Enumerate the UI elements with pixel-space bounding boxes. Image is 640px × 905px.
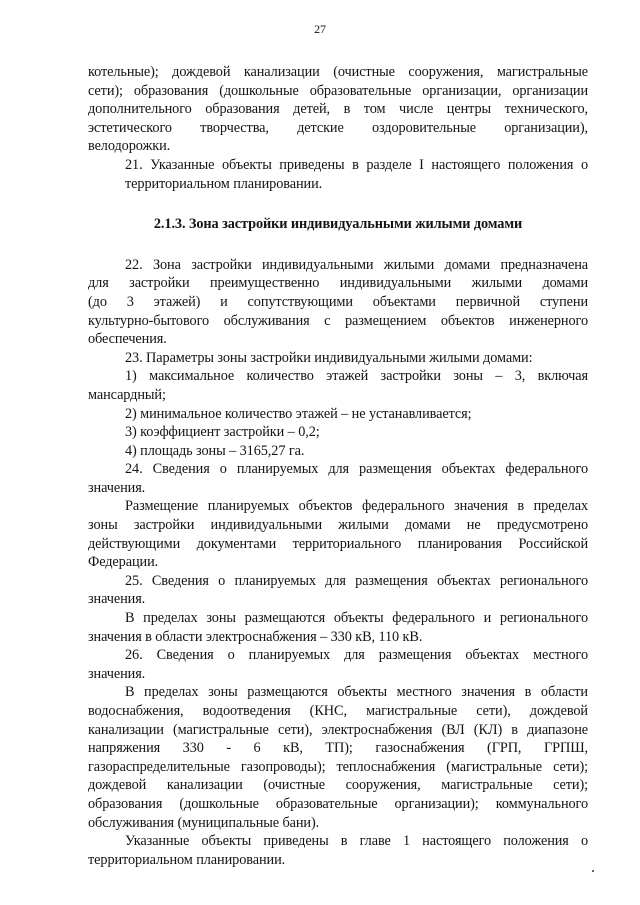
text-line: (до 3 этажей) и сопутствующими объектами первичной ступени	[88, 293, 588, 310]
text-line: дождевой канализации (очистные сооружения, магистральные сети);	[88, 777, 588, 794]
text-line: значения.	[88, 591, 146, 608]
paragraph-23-item-1	[88, 367, 588, 404]
text-line: 4) площадь зоны – 3165,27 га.	[125, 442, 305, 459]
paragraph-22	[88, 256, 588, 349]
text-line: территориальном планировании.	[125, 175, 323, 192]
text-line: образования (дошкольные образовательные организации); коммунального	[88, 795, 588, 812]
text-line: культурно-бытового обслуживания с размещением объектов инженерного	[88, 312, 588, 329]
text-line: котельные); дождевой канализации (очистные сооружения, магистральные	[88, 64, 588, 80]
text-line: значения.	[88, 665, 146, 682]
text-line: канализации (магистральные сети), электроснабжения (ВЛ (КЛ) в диапазоне	[88, 721, 588, 738]
section-heading: 2.1.3. Зона застройки индивидуальными жилыми домами	[153, 216, 523, 233]
text-line: 25. Сведения о планируемых для размещения объектах регионального	[125, 572, 588, 589]
text-line: эстетического творчества, детские оздоровительные организации),	[88, 119, 588, 136]
closing-paragraph	[88, 832, 588, 869]
paragraph-23-item-2	[88, 405, 588, 424]
text-line: 21. Указанные объекты приведены в разделе I настоящего положения о	[125, 156, 588, 173]
text-line: для застройки преимущественно индивидуальными жилыми домами	[88, 275, 588, 292]
text-line: газораспределительные газопроводы); теплоснабжения (магистральные сети);	[88, 758, 588, 775]
paragraph-25-text	[88, 609, 588, 646]
paragraph-25	[88, 572, 588, 609]
paragraph-24	[88, 460, 588, 497]
text-line: действующими документами территориального планирования Российской	[88, 535, 588, 552]
text-line: территориальном планировании.	[88, 851, 286, 868]
text-line: 2) минимальное количество этажей – не устанавливается;	[125, 405, 472, 422]
text-line: обеспечения.	[88, 331, 167, 348]
paragraph-21	[88, 156, 588, 193]
text-line: 22. Зона застройки индивидуальными жилыми домами предназначена	[125, 256, 588, 273]
text-line: обслуживания (муниципальные бани).	[88, 814, 320, 831]
text-line: дополнительного образования детей, в том числе центры технического,	[88, 101, 588, 118]
text-line: В пределах зоны размещаются объекты федерального и регионального	[125, 610, 588, 627]
document-body	[88, 63, 588, 869]
text-line: Указанные объекты приведены в главе 1 настоящего положения о	[125, 833, 588, 850]
text-line: велодорожки.	[88, 138, 171, 155]
text-line: мансардный;	[88, 386, 166, 403]
text-line: 24. Сведения о планируемых для размещения объектах федерального	[125, 461, 588, 478]
text-line: Федерации.	[88, 554, 159, 571]
paragraph-24-text	[88, 497, 588, 571]
paragraph-23-item-4	[88, 442, 588, 461]
page-number: 27	[314, 22, 326, 36]
intro-paragraph	[88, 63, 588, 156]
text-line: сети); образования (дошкольные образовательные организации, организации	[88, 82, 588, 99]
text-line: значения.	[88, 479, 146, 496]
text-line: Размещение планируемых объектов федерального значения в пределах	[125, 498, 588, 515]
paragraph-23	[88, 349, 588, 368]
text-line: 3) коэффициент застройки – 0,2;	[125, 424, 320, 441]
text-line: 1) максимальное количество этажей застройки зоны – 3, включая	[125, 368, 588, 385]
scan-speck	[592, 870, 594, 872]
text-line: В пределах зоны размещаются объекты местного значения в области	[125, 684, 588, 701]
text-line: значения в области электроснабжения – 330 кВ, 110 кВ.	[88, 628, 423, 645]
paragraph-23-item-3	[88, 423, 588, 442]
text-line: 23. Параметры зоны застройки индивидуальными жилыми домами:	[125, 349, 533, 366]
text-line: зоны застройки индивидуальными жилыми домами не предусмотрено	[88, 517, 588, 534]
text-line: напряжения 330 - 6 кВ, ТП); газоснабжения (ГРП, ГРПШ,	[88, 740, 588, 757]
text-line: 26. Сведения о планируемых для размещения объектах местного	[125, 647, 588, 664]
paragraph-26-text	[88, 683, 588, 832]
paragraph-26	[88, 646, 588, 683]
text-line: водоснабжения, водоотведения (КНС, магистральные сети), дождевой	[88, 703, 588, 719]
